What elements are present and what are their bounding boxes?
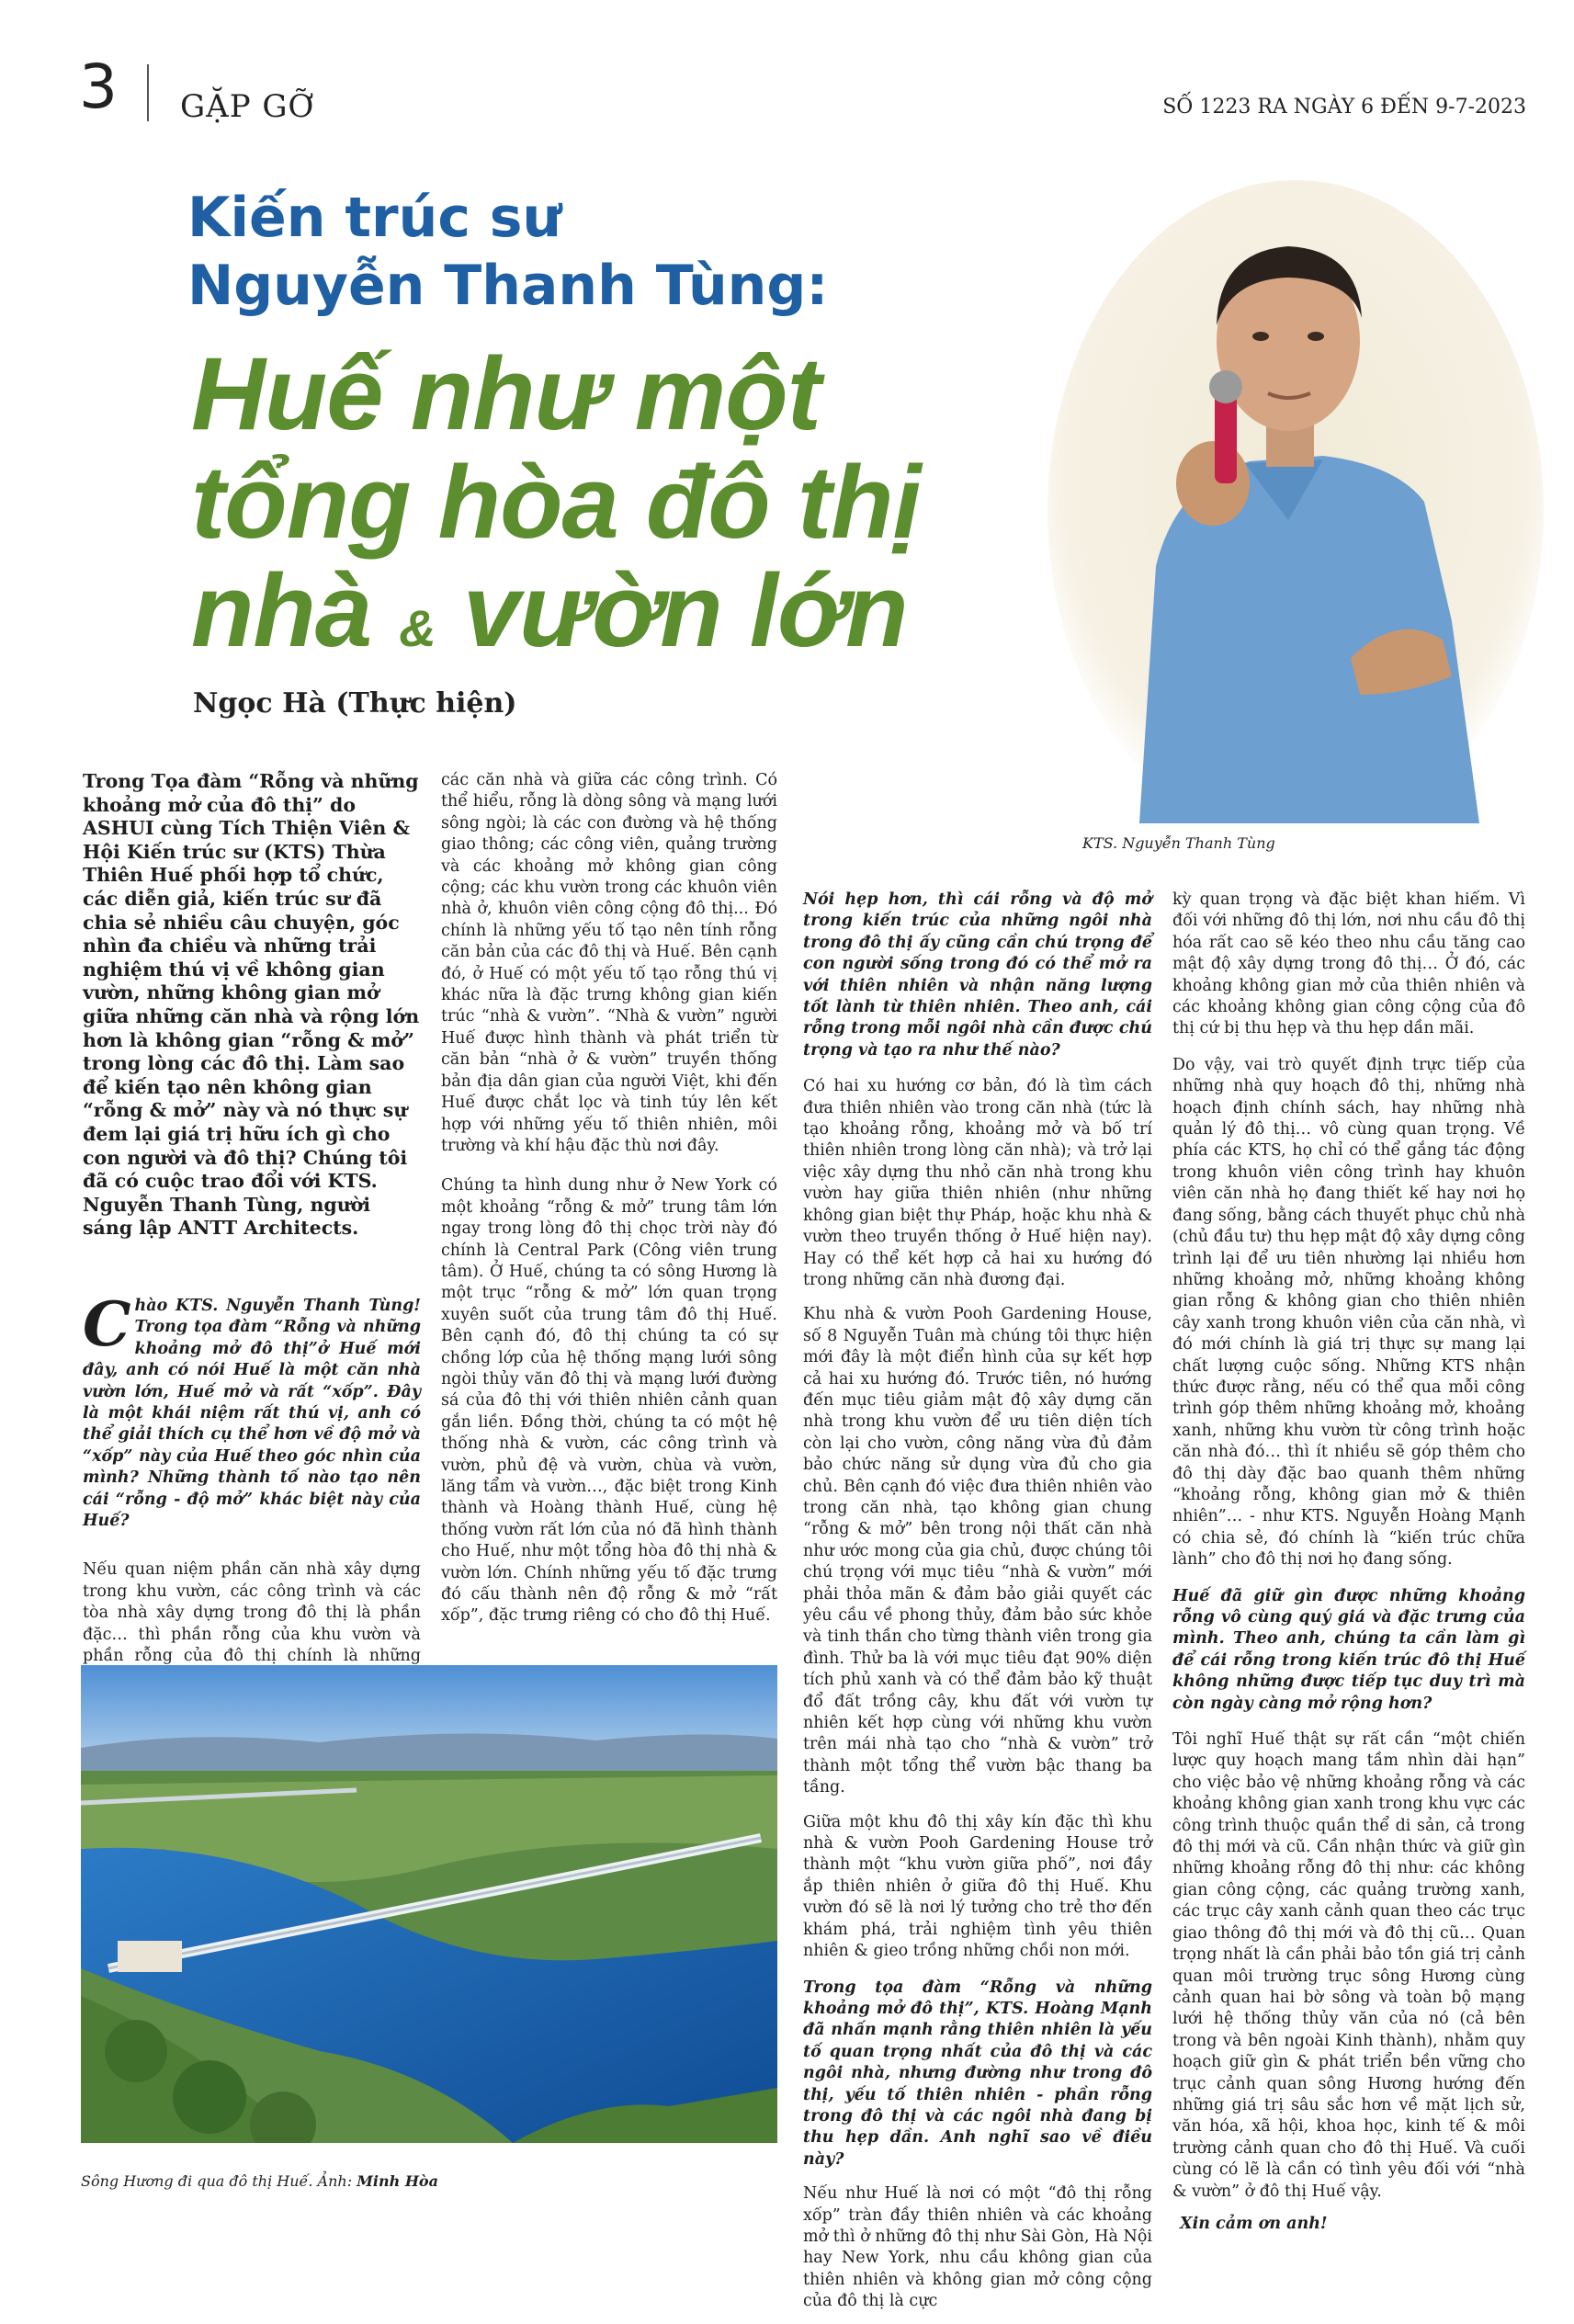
photo-caption (81, 2172, 438, 2190)
answer-paragraph: Chúng ta hình dung như ở New York có một khoảng “rỗng & mở” trung tâm lớn ngay trong lòng đô thị chọc trời này đó chính là Central Park (Công viên trung tâm). Ở Huế, chúng ta có sông Hương là một trục “rỗng & mở” lớn quan trọng xuyên suốt của trung tâm đô thị Huế. Bên cạnh đó, đô thị chúng ta có sự chồng lớp của hệ thống mạng lưới sông ngòi thủy văn đô thị và mạng lưới đường sá của đô thị với thiên nhiên cảnh quan gắn liền. Đồng thời, chúng ta có một hệ thống nhà & vườn, các công trình và vườn, phủ đệ và vườn, chùa và vườn, lăng tẩm và vườn…, đặc biệt trong Kinh thành và Hoàng thành Huế, cùng hệ thống vườn rất lớn của nó đã hình thành cho Huế, như một tổng hòa đô thị nhà & vườn lớn. Chính những yếu tố đặc trưng đó cấu thành nên độ rỗng & mở “rất xốp”, đặc trưng riêng có cho đô thị Huế. (441, 1176, 777, 1626)
headline-ampersand: & (399, 599, 436, 657)
answer-paragraph: Tôi nghĩ Huế thật sự rất cần “một chiến lược quy hoạch mang tầm nhìn dài hạn” cho việc bảo vệ những khoảng rỗng và các khoảng không gian xanh trong khu vực các công trình thuộc quần thể di sản, cả trong đô thị mới và cũ. Cần nhận thức và giữ gìn những khoảng rỗng đô thị như: các không gian công cộng, các quảng trường xanh, các trục cây xanh cảnh quan theo các trục giao thông đô thị mới và đô thị cũ… Quan trọng nhất là cần phải bảo tồn giá trị cảnh quan môi trường trục sông Hương cùng cảnh quan hai bờ sông và toàn bộ mạng lưới hệ thống thủy văn của nó (cả bên trong và bên ngoài Kinh thành), nhằm quy hoạch giữ gìn & phát triển bền vững cho trục cảnh quan sông Hương hướng đến những giá trị sâu sắc hơn về mặt lịch sử, văn hóa, xã hội, khoa học, kinh tế & môi trường cảnh quan cho đô thị Huế. Và cuối cùng có lẽ là cần có tình yêu đối với “nhà & vườn” ở đô thị Huế vậy. (1172, 1730, 1525, 2201)
article-column-1 (83, 770, 421, 1721)
kicker-line-1: Kiến trúc sư (187, 186, 562, 250)
byline: Ngọc Hà (Thực hiện) (193, 687, 517, 720)
article-headline (191, 336, 1018, 683)
interview-question-4: Huế đã giữ gìn được những khoảng rỗng vô cùng quý giá và đặc trưng của mình. Theo anh, chúng ta cần làm gì để cái rỗng trong kiến trúc đô thị Huế không những được tiếp tục duy trì mà còn ngày càng mở rộng hơn? (1172, 1586, 1525, 1713)
drop-cap: C (83, 1287, 131, 1360)
issue-info: SỐ 1223 RA NGÀY 6 ĐẾN 9-7-2023 (1162, 96, 1526, 119)
interview-question-1 (83, 1287, 421, 1532)
interview-question-1-text: hào KTS. Nguyễn Thanh Tùng! Trong tọa đàm “Rỗng và những khoảng mở đô thị”ở Huế mới đây, anh có nói Huế là một căn nhà vườn lớn, Huế mở và rất “xốp”. Đây là một khái niệm rất thú vị, anh có thể giải thích cụ thể hơn về độ mở và “xốp” này của Huế theo góc nhìn của mình? Những thành tố nào tạo nên cái “rỗng - độ mở” khác biệt này của Huế? (83, 1296, 421, 1530)
header-divider (147, 64, 149, 121)
photo-caption-text: Sông Hương đi qua đô thị Huế. Ảnh: (81, 2172, 353, 2190)
closing-line: Xin cảm ơn anh! (1180, 2214, 1328, 2233)
answer-paragraph: Nếu quan niệm phần căn nhà xây dựng trong khu vườn, các công trình và các tòa nhà xây dựng trong đô thị là phần đặc… thì phần rỗng của khu vườn và phần rỗng của đô thị chính là những (83, 1560, 421, 1665)
article-lead: Trong Tọa đàm “Rỗng và những khoảng mở của đô thị” do ASHUI cùng Tích Thiện Viên & Hội Kiến trúc sư (KTS) Thừa Thiên Huế phối hợp tổ chức, các diễn giả, kiến trúc sư đã chia sẻ nhiều câu chuyện, góc nhìn đa chiều và những trải nghiệm thú vị về không gian vườn, những không gian mở giữa những căn nhà và rộng lớn hơn là không gian “rỗng & mở” trong lòng các đô thị. Làm sao để kiến tạo nên không gian “rỗng & mở” này và nó thực sự đem lại giá trị hữu ích gì cho con người và đô thị? Chúng tôi đã có cuộc trao đổi với KTS. Nguyễn Thanh Tùng, người sáng lập ANTT Architects. (83, 770, 420, 1240)
article-column-4 (1172, 890, 1525, 2246)
answer-paragraph: Giữa một khu đô thị xây kín đặc thì khu nhà & vườn Pooh Gardening House trở thành một “khu vườn giữa phố”, nơi đầy ắp thiên nhiên ở giữa đô thị Huế. Khu vườn đó sẽ là nơi lý tưởng cho trẻ thơ đến khám phá, trải nghiệm tình yêu thiên nhiên & gieo trồng những chồi non mới. (803, 1812, 1152, 1961)
answer-paragraph: Có hai xu hướng cơ bản, đó là tìm cách đưa thiên nhiên vào trong căn nhà (tức là tạo khoảng rỗng, khoảng mở và bố trí thiên nhiên trong lòng căn nhà); và trở lại việc xây dựng thu nhỏ căn nhà trong khu vườn hay giữa thiên nhiên (như những không gian biệt thự Pháp, hoặc khu nhà & vườn theo truyền thống ở Huế hiện nay). Hay có thể kết hợp cả hai xu hướng đó trong những căn nhà đương đại. (803, 1077, 1152, 1289)
answer-paragraph: các căn nhà và giữa các công trình. Có thể hiểu, rỗng là dòng sông và mạng lưới sông ngòi; là các con đường và hệ thống giao thông; các công viên, quảng trường và các khoảng mở không gian công cộng; các khu vườn trong các khuôn viên nhà ở, khuôn viên công cộng đô thị... Đó chính là những yếu tố tạo nên tính rỗng căn bản của các đô thị và Huế. Bên cạnh đó, ở Huế có một yếu tố tạo rỗng thú vị khác nữa là đặc trưng không gian kiến trúc “nhà & vườn”. “Nhà & vườn” người Huế được hình thành và phát triển từ căn bản “nhà ở & vườn” truyền thống bản địa dân gian của người Việt, khi đến Huế được chắt lọc và tinh túy lên kết hợp với những yếu tố thiên nhiên, môi trường và khí hậu đặc thù nơi đây. (441, 771, 777, 1155)
page-number: 3 (79, 51, 118, 122)
portrait-photo (1047, 180, 1544, 823)
headline-line-2: tổng hòa đô thị (191, 445, 921, 560)
photo-credit: Minh Hòa (357, 2172, 438, 2190)
answer-paragraph: Nếu như Huế là nơi có một “đô thị rỗng xốp” tràn đầy thiên nhiên và các khoảng mở thì ở những đô thị như Sài Gòn, Hà Nội hay New York, nhu cầu không gian của thiên nhiên và không gian mở công cộng của đô thị là cực (803, 2184, 1152, 2311)
article-kicker (187, 184, 1014, 320)
answer-paragraph: Do vậy, vai trò quyết định trực tiếp của những nhà quy hoạch đô thị, những nhà hoạch định chính sách, hay những nhà quản lý đô thị… vô cùng quan trọng. Về phía các KTS, họ chỉ có thể gắng tác động trong khuôn viên công trình hay khuôn viên căn nhà họ đang thiết kế hay nơi họ đang sống, bằng cách thuyết phục chủ nhà (chủ đầu tư) thu hẹp mật độ xây dựng công trình lại để ưu tiên nhường lại nhiều hơn những khoảng mở, những khoảng không gian rỗng & không gian cho thiên nhiên cây xanh trong khuôn viên của căn nhà, vì đó mới chính là giá trị thực sự mang lại chất lượng cuộc sống. Những KTS nhận thức được rằng, nếu có thể qua mỗi công trình góp thêm những khoảng mở, khoảng xanh, những khu vườn từ công trình hoặc căn nhà đó… thì ít nhiều sẽ góp thêm cho đô thị dày đặc bao quanh thêm những “khoảng rỗng, không gian mở & thiên nhiên”… - như KTS. Nguyễn Hoàng Mạnh có chia sẻ, đó chính là “kiến trúc chữa lành” cho đô thị nơi họ đang sống. (1172, 1055, 1525, 1570)
headline-word-vuon-lon: vườn lớn (462, 553, 908, 668)
answer-paragraph: Khu nhà & vườn Pooh Gardening House, số 8 Nguyễn Tuân mà chúng tôi thực hiện mới đây là một điển hình của sự kết hợp cả hai xu hướng đó. Trước tiên, nó hướng đến mục tiêu giảm mật độ xây dựng căn nhà trong khu vườn để ưu tiên diện tích còn lại cho vườn, công năng vừa đủ đảm bảo chức năng sử dụng vừa đủ cho gia chủ. Bên cạnh đó việc đưa thiên nhiên vào trong căn nhà, tạo không gian chung “rỗng & mở” bên trong nội thất căn nhà như ước mong của gia chủ, được chúng tôi chú trọng với mục tiêu “nhà & vườn” mới phải thỏa mãn & đảm bảo giải quyết các yêu cầu về phong thủy, đảm bảo sức khỏe và tinh thần cho từng thành viên trong gia đình. Thử ba là với mục tiêu đạt 90% diện tích phủ xanh và có thể đảm bảo kỹ thuật đổ đất trồng cây, khu đất với vườn tự nhiên kết hợp cùng với những khu vườn trên mái nhà tạo cho “nhà & vườn” trở thành một tổng thể vườn bậc thang ba tầng. (803, 1305, 1152, 1797)
headline-line-1: Huế như một (191, 336, 821, 451)
answer-paragraph: kỳ quan trọng và đặc biệt khan hiếm. Vì đối với những đô thị lớn, nơi nhu cầu đô thị hóa rất cao sẽ kéo theo nhu cầu tăng cao mật độ xây dựng trong đô thị… Ở đó, các khoảng không gian mở của thiên nhiên và các khoảng không gian công cộng của đô thị cứ bị thu hẹp và thu hẹp dần mãi. (1172, 890, 1525, 1038)
river-photo (81, 1665, 777, 2143)
headline-line-3 (191, 553, 1018, 683)
article-column-3 (803, 890, 1152, 2324)
kicker-line-2: Nguyễn Thanh Tùng: (187, 254, 829, 318)
section-title: GẶP GỠ (180, 88, 315, 125)
portrait-caption: KTS. Nguyễn Thanh Tùng (1082, 834, 1275, 852)
headline-word-nha: nhà (191, 553, 372, 668)
interview-question-2: Nói hẹp hơn, thì cái rỗng và độ mở trong kiến trúc của những ngôi nhà trong đô thị ấy cũng cần chú trọng để con người sống trong đó có thể mở ra với thiên nhiên và nhận năng lượng tốt lành từ thiên nhiên. Theo anh, cái rỗng trong mỗi ngôi nhà cần được chú trọng và tạo ra như thế nào? (803, 890, 1152, 1060)
article-column-2 (441, 770, 777, 1638)
interview-question-3: Trong tọa đàm “Rỗng và những khoảng mở đô thị”, KTS. Hoàng Mạnh đã nhấn mạnh rằng thiên nhiên là yếu tố quan trọng nhất của đô thị và các ngôi nhà, nhưng đường như trong đô thị, yếu tố thiên nhiên - phần rỗng trong đô thị và các ngôi nhà đang bị thu hẹp dần. Anh nghĩ sao về điều này? (803, 1978, 1152, 2169)
